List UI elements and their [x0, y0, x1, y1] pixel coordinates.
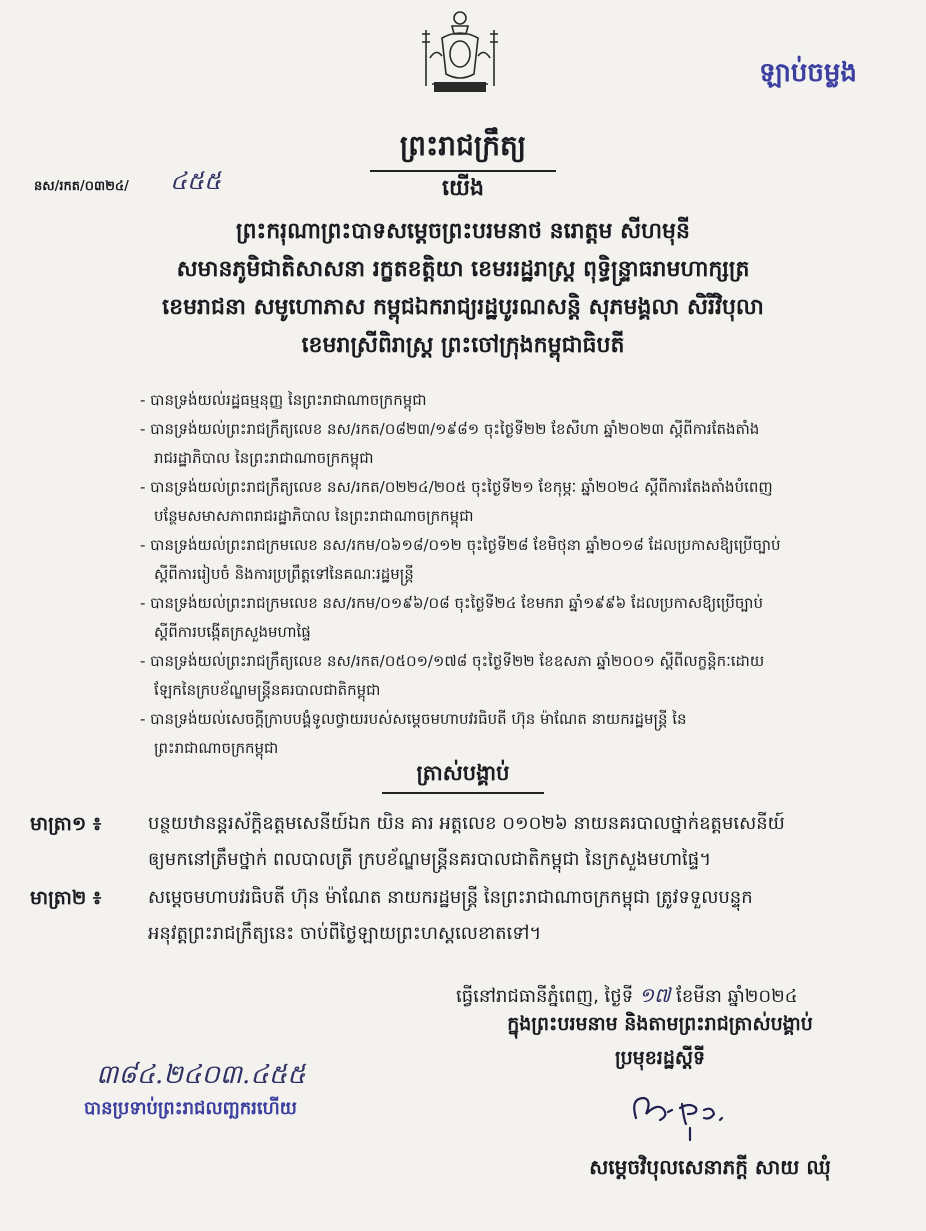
consideration-item-continued: ស្តីពីការរៀបចំ និងការប្រព្រឹត្តទៅនៃគណៈរដ្ឋមន្ត្រី: [154, 565, 414, 583]
copy-stamp: ឡាប់ចម្លង: [759, 58, 857, 88]
consideration-item-continued: រាជរដ្ឋាភិបាល នៃព្រះរាជាណាចក្រកម្ពុជា: [154, 449, 374, 467]
consideration-item-continued: ឡែកនៃក្របខ័ណ្ឌមន្ត្រីនគរបាលជាតិកម្ពុជា: [154, 681, 381, 699]
king-titles: [40, 212, 886, 364]
reference-number: នស/រកត/០៣២៤/: [34, 179, 129, 194]
day-handwritten: ១៧: [638, 983, 671, 1007]
consideration-item-continued: ស្តីពីការបង្កើតក្រសួងមហាផ្ទៃ: [154, 623, 311, 641]
king-title-line: ខេមរាស្រីពិរាស្ត្រ ព្រះចៅក្រុងកម្ពុជាធិបតី: [301, 332, 625, 358]
article-2: [30, 880, 910, 952]
consideration-item: - បានទ្រង់យល់រដ្ឋធម្មនុញ្ញ នៃព្រះរាជាណាចក្រកម្ពុជា: [140, 391, 427, 409]
consideration-item: - បានទ្រង់យល់ព្រះរាជក្រឹត្យលេខ នស/រកត/០៥០១/១៧៨ ចុះថ្ងៃទី២២ ខែឧសភា ឆ្នាំ២០០១ ស្តីពីលក្ខន្តិកៈដោយ: [140, 652, 765, 670]
head-of-state-title: ប្រមុខរដ្ឋស្តីទី: [614, 1047, 706, 1069]
signature-icon: [624, 1084, 764, 1144]
order-heading: ត្រាស់បង្គាប់: [416, 760, 510, 785]
consideration-item: - បានទ្រង់យល់សេចក្តីក្រាបបង្គំទូលថ្វាយរបស់សម្តេចមហាបវរធិបតី ហ៊ុន ម៉ាណែត នាយករដ្ឋមន្ត្រី នៃ: [140, 710, 687, 728]
signer-name: សម្តេចវិបុលសេនាភក្តី សាយ ឈុំ: [589, 1155, 831, 1179]
royal-coat-of-arms-icon: [412, 8, 508, 98]
article-1-line: ឲ្យមកនៅត្រឹមថ្នាក់ ពលបាលត្រី ក្របខ័ណ្ឌមន្ត្រីនគរបាលជាតិកម្ពុជា នៃក្រសួងមហាផ្ទៃ។: [148, 849, 712, 870]
article-2-line: សម្តេចមហាបវរធិបតី ហ៊ុន ម៉ាណែត នាយករដ្ឋមន្ត្រី នៃព្រះរាជាណាចក្រកម្ពុជា ត្រូវទទួលបន្ទុក: [148, 887, 753, 908]
document-title: ព្រះរាជក្រឹត្យ: [399, 129, 527, 162]
article-1-line: បន្ថយឋានន្តរស័ក្តិឧត្តមសេនីយ៍ឯក យិន គារ អត្តលេខ ០១០២៦ នាយនគរបាលថ្នាក់ឧត្តមសេនីយ៍: [148, 813, 785, 834]
registry-number-handwritten: ៣៨៤.២៤០៣.៤៥៥: [96, 1060, 306, 1090]
considerations-list: [140, 386, 900, 763]
consideration-item: - បានទ្រង់យល់ព្រះរាជក្រមលេខ នស/រកម/០១៩៦/០៨ ចុះថ្ងៃទី២៤ ខែមករា ឆ្នាំ១៩៩៦ ដែលប្រកាសឱ្យប្រើច្បាប់: [140, 594, 763, 612]
royal-order-line: ក្នុងព្រះបរមនាម និងតាមព្រះរាជត្រាស់បង្គាប់: [507, 1013, 813, 1035]
king-title-line: ខេមរាជនា សមូហោភាស កម្ពុជឯករាជ្យរដ្ឋបូរណសន្តិ សុភមង្គលា សិរីវិបុលា: [162, 294, 764, 320]
article-2-label: មាត្រា២ ៖: [30, 887, 102, 909]
king-title-line: សមានភូមិជាតិសាសនា រក្ខតខត្តិយា ខេមររដ្ឋរាស្ត្រ ពុទ្ធិន្ទ្រាធរាមហាក្សត្រ: [176, 256, 750, 282]
article-1-label: មាត្រា១ ៖: [30, 813, 102, 835]
king-title-line: ព្រះករុណាព្រះបាទសម្តេចព្រះបរមនាថ នរោត្តម សីហមុនី: [236, 218, 690, 244]
consideration-item: - បានទ្រង់យល់ព្រះរាជក្រមលេខ នស/រកម/០៦១៨/០១២ ចុះថ្ងៃទី២៨ ខែមិថុនា ឆ្នាំ២០១៨ ដែលប្រកាសឱ្យប្រើច្បាប់: [140, 536, 781, 554]
place-suffix: ខែមីនា ឆ្នាំ២០២៤: [676, 986, 798, 1007]
we-heading: យើង: [442, 175, 484, 201]
consideration-item-continued: បន្ថែមសមាសភាពរាជរដ្ឋាភិបាល នៃព្រះរាជាណាចក្រកម្ពុជា: [154, 507, 474, 525]
consideration-item-continued: ព្រះរាជាណាចក្រកម្ពុជា: [154, 739, 279, 757]
consideration-item: - បានទ្រង់យល់ព្រះរាជក្រឹត្យលេខ នស/រកត/០៨២៣/១៩៨១ ចុះថ្ងៃទី២២ ខែសីហា ឆ្នាំ២០២៣ ស្តីពីការតែងតាំង: [140, 420, 760, 438]
article-1: [30, 806, 910, 878]
reference-number-handwritten: ៤៥៥: [170, 167, 221, 195]
place-and-date: [456, 982, 896, 1012]
royal-seal-stamp: បានប្រទាប់ព្រះរាជលញ្ឆករហើយ: [84, 1098, 297, 1119]
order-heading-underline: [382, 792, 544, 794]
place-prefix: ធ្វើនៅរាជធានីភ្នំពេញ, ថ្ងៃទី: [456, 986, 634, 1007]
consideration-item: - បានទ្រង់យល់ព្រះរាជក្រឹត្យលេខ នស/រកត/០២២៤/២០៥ ចុះថ្ងៃទី២១ ខែកុម្ភៈ ឆ្នាំ២០២៤ ស្តីពីការតែងតាំងបំពេញ: [140, 478, 773, 496]
title-underline: [370, 170, 556, 172]
article-2-line: អនុវត្តព្រះរាជក្រឹត្យនេះ ចាប់ពីថ្ងៃឡាយព្រះហស្តលេខាតទៅ។: [148, 923, 542, 944]
